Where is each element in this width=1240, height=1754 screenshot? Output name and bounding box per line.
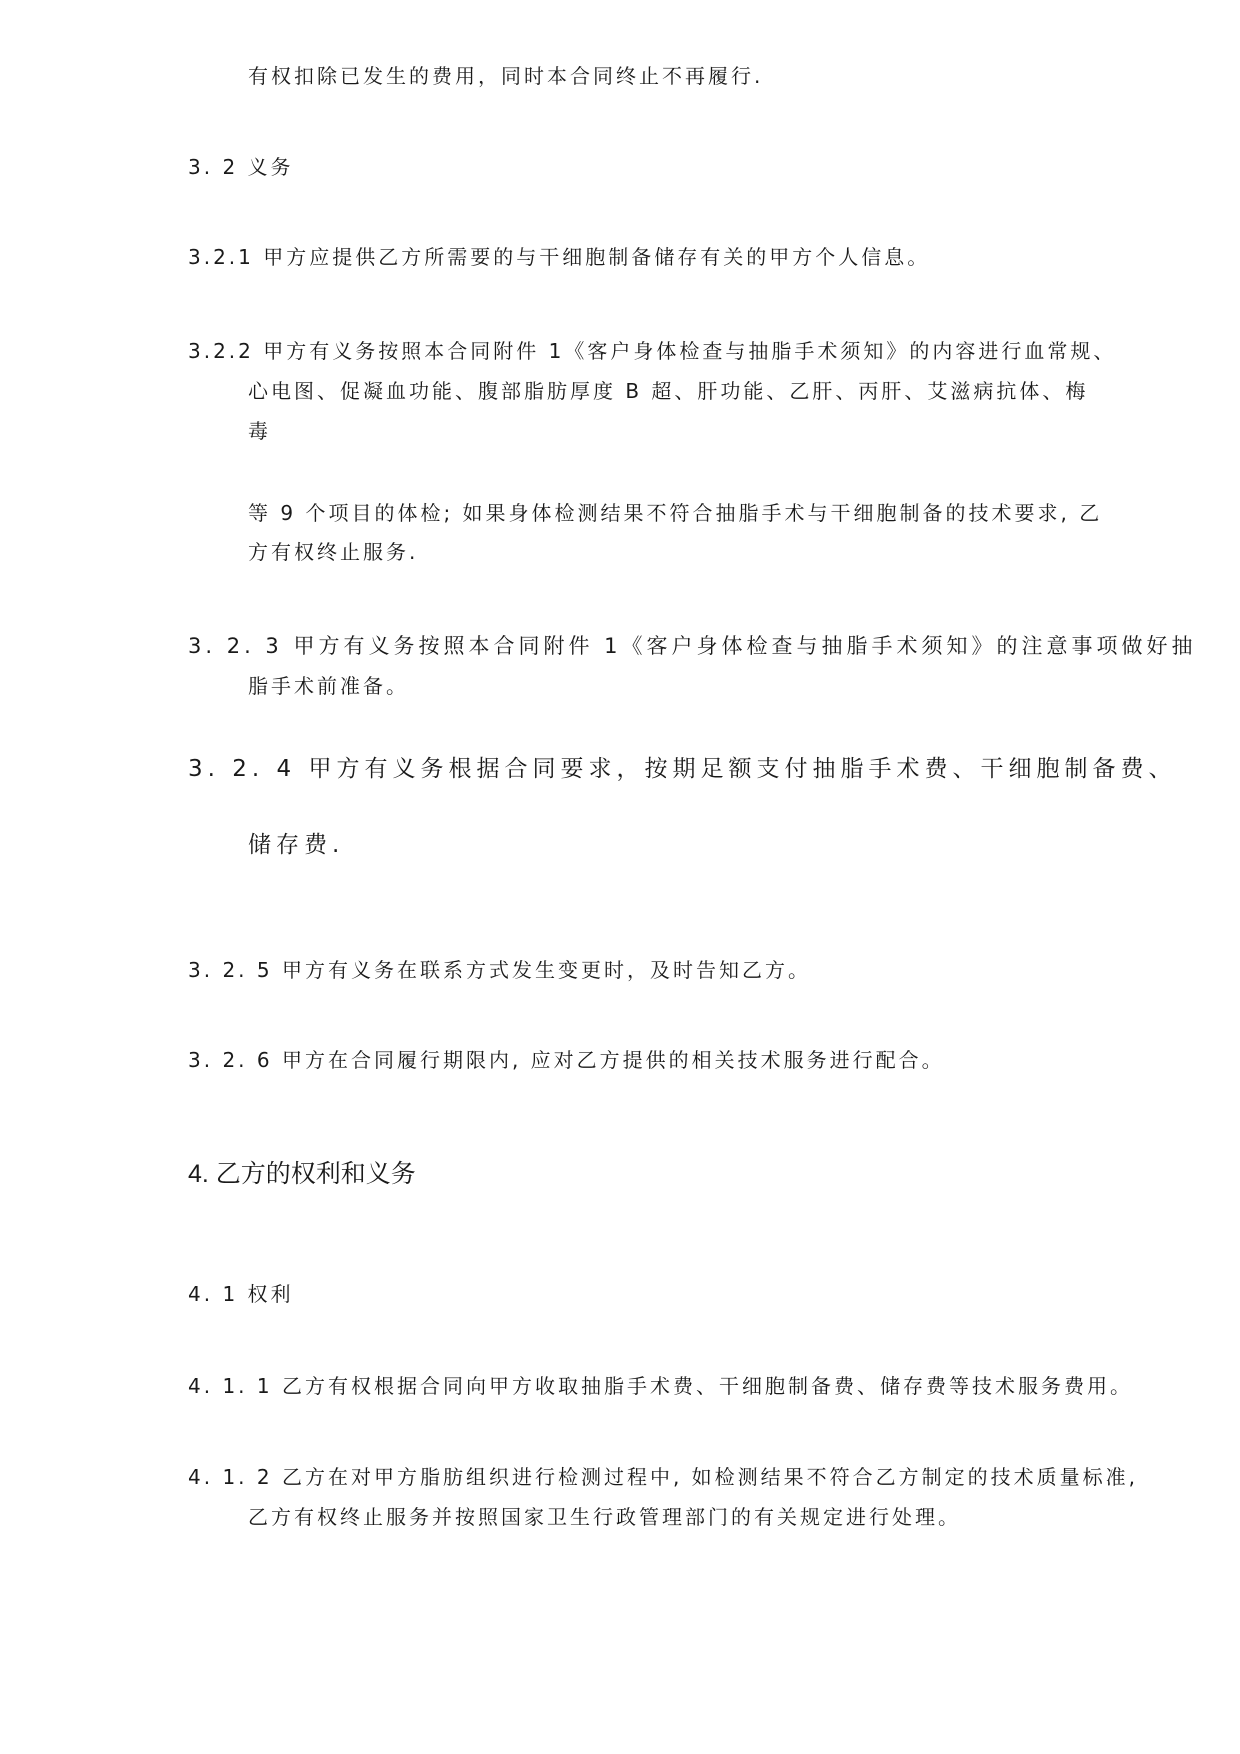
clause-3-2-5: 3. 2. 5 甲方有义务在联系方式发生变更时，及时告知乙方。 <box>188 958 811 982</box>
clause-3-2-6: 3. 2. 6 甲方在合同履行期限内, 应对乙方提供的相关技术服务进行配合。 <box>188 1048 945 1072</box>
section-4-heading: 4. 乙方的权利和义务 <box>188 1160 416 1188</box>
clause-3-2-2-line-5: 方有权终止服务. <box>248 540 419 564</box>
clause-3-2-3-line-2: 脂手术前准备。 <box>248 674 409 698</box>
clause-3-1-continuation: 有权扣除已发生的费用，同时本合同终止不再履行. <box>248 64 764 88</box>
clause-3-2-1: 3.2.1 甲方应提供乙方所需要的与干细胞制备储存有关的甲方个人信息。 <box>188 245 931 269</box>
clause-3-2-3-line-1: 3. 2. 3 甲方有义务按照本合同附件 1《客户身体检查与抽脂手术须知》的注意事项做好抽 <box>188 634 1197 658</box>
clause-4-1-2-line-2: 乙方有权终止服务并按照国家卫生行政管理部门的有关规定进行处理。 <box>248 1505 961 1529</box>
clause-3-2-4-line-1: 3. 2. 4 甲方有义务根据合同要求，按期足额支付抽脂手术费、干细胞制备费、 <box>188 756 1177 782</box>
clause-3-2-4-line-2: 储存费. <box>248 832 345 858</box>
clause-3-2-2-line-2: 心电图、促凝血功能、腹部脂肪厚度 B 超、肝功能、乙肝、丙肝、艾滋病抗体、梅 <box>248 379 1089 403</box>
section-3-2-heading: 3. 2 义务 <box>188 155 294 179</box>
clause-3-2-2-line-4: 等 9 个项目的体检; 如果身体检测结果不符合抽脂手术与干细胞制备的技术要求, 乙 <box>248 501 1103 525</box>
clause-4-1-2-line-1: 4. 1. 2 乙方在对甲方脂肪组织进行检测过程中, 如检测结果不符合乙方制定的技术质量标准, <box>188 1465 1139 1489</box>
clause-4-1-1: 4. 1. 1 乙方有权根据合同向甲方收取抽脂手术费、干细胞制备费、储存费等技术服务费用。 <box>188 1374 1133 1398</box>
section-4-1-heading: 4. 1 权利 <box>188 1282 294 1306</box>
clause-3-2-2-line-3: 毒 <box>248 419 271 443</box>
clause-3-2-2-line-1: 3.2.2 甲方有义务按照本合同附件 1《客户身体检查与抽脂手术须知》的内容进行血常规、 <box>188 339 1117 363</box>
